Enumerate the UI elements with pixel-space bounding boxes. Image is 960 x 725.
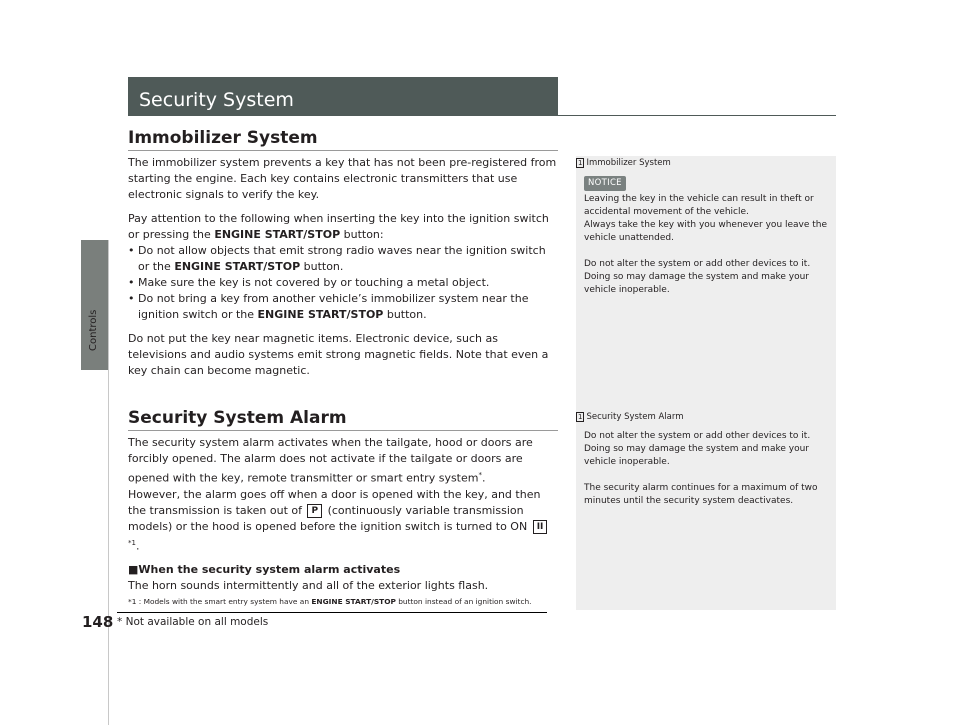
caption-text: Security System Alarm <box>586 412 684 422</box>
heading-alarm: Security System Alarm <box>128 408 347 428</box>
bullet-item: • Do not allow objects that emit strong radio waves near the ignition switch or the ENGINE START/STOP button. <box>128 244 546 273</box>
bullet2-text: Make sure the key is not covered by or touching a metal object. <box>138 276 490 289</box>
alarm-para2-end: . <box>135 539 140 553</box>
para2-text-end: button: <box>340 228 384 241</box>
bullet-item: • Do not bring a key from another vehicle’s immobilizer system near the ignition switch or the ENGINE START/STOP button. <box>128 292 529 321</box>
asterisk-mark: * <box>478 471 482 479</box>
alarm-para1-text: The security system alarm activates when the tailgate, hood or doors are forcibly opened. The alarm does not activate if the tailgate or doors are opened with the key, remote transmitter or smart entry system <box>128 436 533 485</box>
title-rule <box>128 115 836 116</box>
side-note-caption <box>576 411 683 424</box>
side-note-text: Leaving the key in the vehicle can result in theft or accidental movement of the vehicle. <box>584 194 814 217</box>
heading-immobilizer: Immobilizer System <box>128 128 318 148</box>
immobilizer-para3: Do not put the key near magnetic items. Electronic device, such as televisions and audio systems emit strong magnetic fields. Note that even a key chain can become magnetic. <box>128 332 549 377</box>
side-note-alarm <box>576 410 836 610</box>
alarm-para2-text: However, the alarm goes off when a door is opened with the key, and then the transmission is taken out of <box>128 487 541 517</box>
caption-number: 1 <box>578 159 583 167</box>
alarm-subheading: ■When the security system alarm activates <box>128 563 401 577</box>
alarm-para3: The horn sounds intermittently and all of the exterior lights flash. <box>128 579 489 593</box>
footnote-text: *1 : Models with the smart entry system have an <box>128 597 312 606</box>
bullet1-text: Do not allow objects that emit strong radio waves near the ignition switch or the <box>138 244 546 273</box>
bottom-rule <box>117 612 547 613</box>
footnote <box>128 597 532 606</box>
bullet3-text: Do not bring a key from another vehicle’s immobilizer system near the ignition switch or the <box>138 292 529 321</box>
park-key-icon: P <box>307 504 322 518</box>
availability-note: * Not available on all models <box>117 616 269 628</box>
section-label: Controls <box>88 309 99 351</box>
alarm-para2-text-mid: (continuously variable transmission models) or the hood is opened before the ignition switch is turned to ON <box>128 503 531 533</box>
side-note-text: Do not alter the system or add other devices to it. Doing so may damage the system and make your vehicle inoperable. <box>584 259 811 295</box>
immobilizer-para2 <box>128 211 560 243</box>
notice-badge: NOTICE <box>584 176 626 191</box>
alarm-para2 <box>128 487 560 555</box>
page-title: Security System <box>128 77 558 115</box>
alarm-para1 <box>128 435 560 487</box>
heading-rule-immobilizer <box>128 150 558 151</box>
ignition-on-key-icon: II <box>533 520 548 534</box>
immobilizer-para1: The immobilizer system prevents a key that has not been pre-registered from starting the engine. Each key contains electronic transmitters that use electronic signals to verify the key. <box>128 156 557 201</box>
engine-button-name: ENGINE START/STOP <box>214 228 341 241</box>
footnote-mark: *1 <box>128 538 136 547</box>
side-note-text: Always take the key with you whenever you leave the vehicle unattended. <box>584 220 828 243</box>
page-number: 148 <box>82 613 114 631</box>
alarm-body <box>128 435 560 594</box>
bullet3-text-end: button. <box>383 308 427 321</box>
engine-button-name: ENGINE START/STOP <box>257 308 384 321</box>
side-note-caption <box>576 157 671 170</box>
immobilizer-body <box>128 155 560 379</box>
para2-text: Pay attention to the following when inserting the key into the ignition switch or pressing the <box>128 212 549 241</box>
caption-text: Immobilizer System <box>586 158 671 168</box>
bullet-item: • Make sure the key is not covered by or touching a metal object. <box>128 275 560 291</box>
footnote-text-end: button instead of an ignition switch. <box>395 597 532 606</box>
heading-rule-alarm <box>128 430 558 431</box>
caption-number: 1 <box>578 413 583 421</box>
engine-button-name: ENGINE START/STOP <box>174 260 301 273</box>
side-note-text: Do not alter the system or add other devices to it. Doing so may damage the system and make your vehicle inoperable. <box>584 431 811 467</box>
alarm-para1-end: . <box>481 471 486 485</box>
footnote-bold: ENGINE START/STOP <box>311 597 396 606</box>
bullet1-text-end: button. <box>300 260 344 273</box>
margin-rule <box>108 240 109 725</box>
side-note-text: The security alarm continues for a maximum of two minutes until the security system deactivates. <box>584 483 818 506</box>
